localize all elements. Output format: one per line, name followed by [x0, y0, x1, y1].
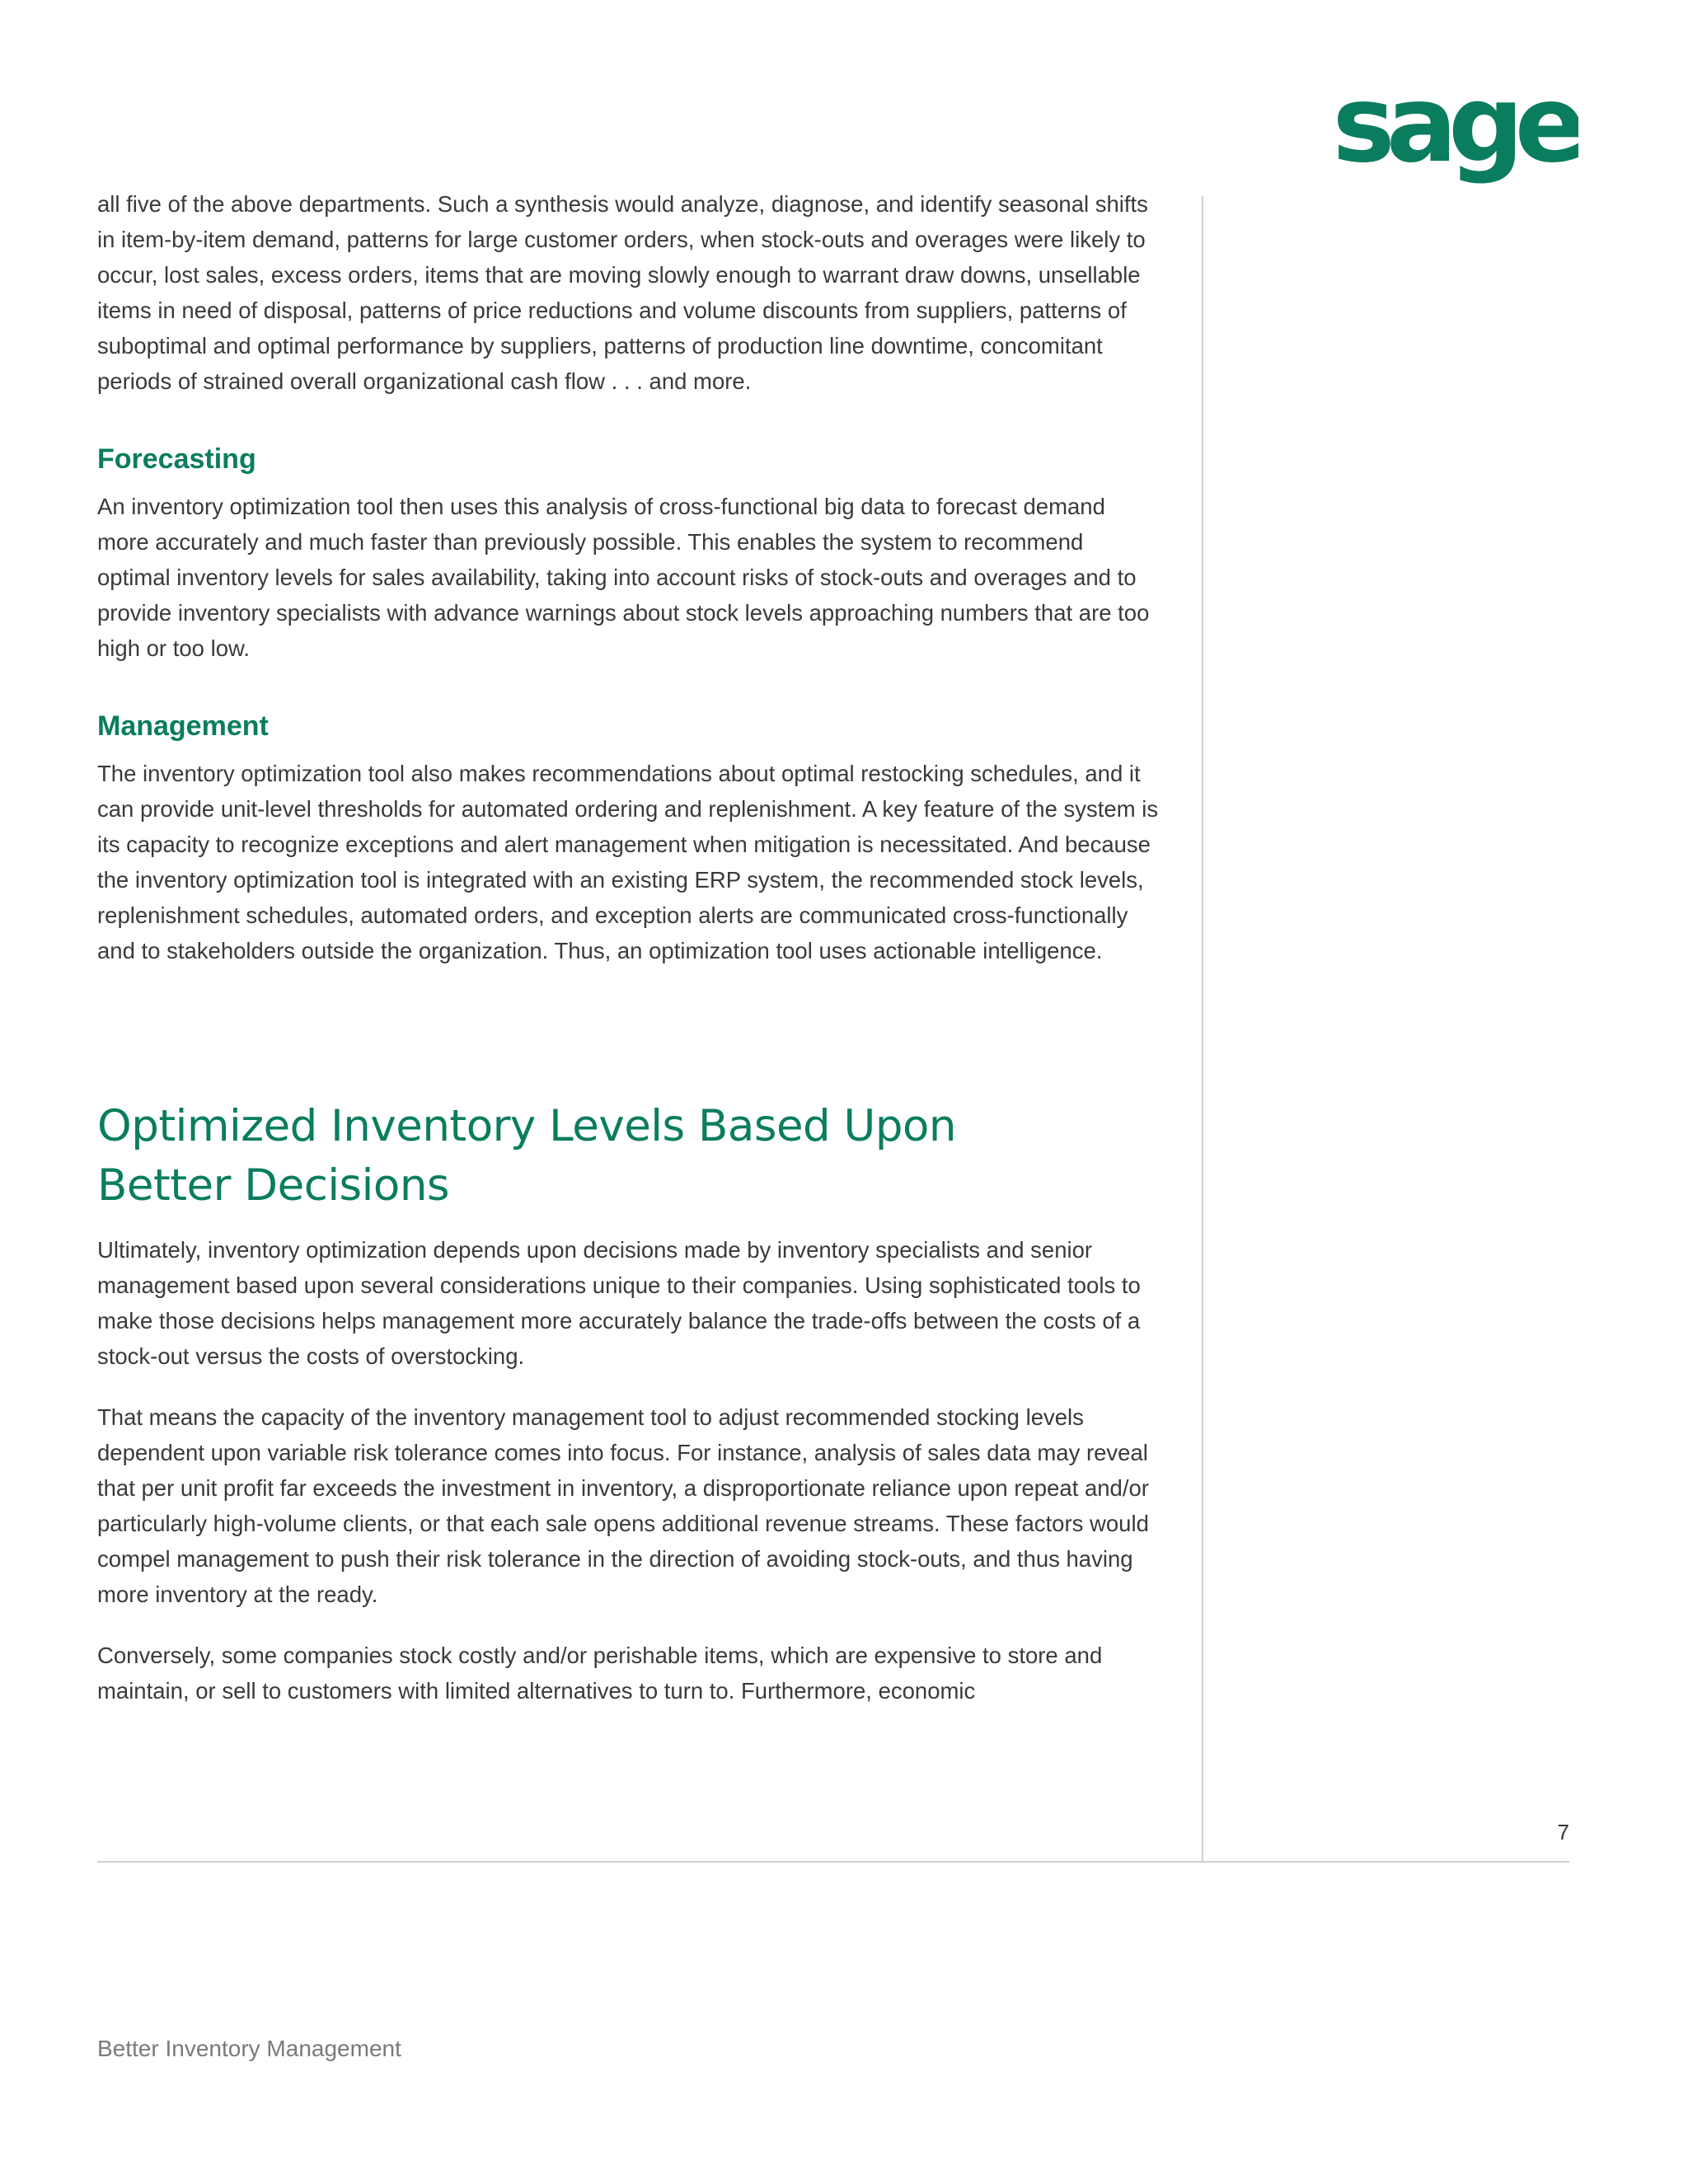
forecasting-heading: Forecasting — [97, 443, 256, 475]
article-body — [97, 186, 1160, 1708]
section-title-line2: Better Decisions — [97, 1160, 450, 1211]
vertical-divider — [1202, 196, 1203, 1863]
page-number: 7 — [1557, 1820, 1569, 1844]
sage-logo — [1331, 82, 1578, 206]
optimized-paragraph-1: Ultimately, inventory optimization depends upon decisions made by inventory specialists and senior management based upon several considerations unique to their companies. Using sophisticated tools to make those decisions helps management more accurately balance the trade-offs between the costs of a stock-out versus the costs of overstocking. — [97, 1237, 1141, 1369]
sage-logo-text: sage — [1332, 82, 1578, 186]
forecasting-paragraph: An inventory optimization tool then uses this analysis of cross-functional big data to forecast demand more accurately and much faster than previously possible. This enables the system to recommend optimal inventory levels for sales availability, taking into account risks of stock-outs and overages and to provide inventory specialists with advance warnings about stock levels approaching numbers that are too high or too low. — [97, 494, 1150, 661]
management-paragraph: The inventory optimization tool also makes recommendations about optimal restocking schedules, and it can provide unit-level thresholds for automated ordering and replenishment. A key feature of the system is its capacity to recognize exceptions and alert management when mitigation is necessitated. And because the inventory optimization tool is integrated with an existing ERP system, the recommended stock levels, replenishment schedules, automated orders, and exception alerts are communicated cross-functionally and to stakeholders outside the organization. Thus, an optimization tool uses actionable intelligence. — [97, 761, 1159, 963]
footer-divider — [97, 1861, 1569, 1863]
optimized-paragraph-3: Conversely, some companies stock costly and/or perishable items, which are expensive to store and maintain, or sell to customers with limited alternatives to turn to. Furthermore, economic — [97, 1643, 1103, 1704]
intro-paragraph: all five of the above departments. Such a synthesis would analyze, diagnose, and identify seasonal shifts in item-by-item demand, patterns for large customer orders, when stock-outs and overages were likely to occur, lost sales, excess orders, items that are moving slowly enough to warrant draw downs, unsellable items in need of disposal, patterns of price reductions and volume discounts from suppliers, patterns of suboptimal and optimal performance by suppliers, patterns of production line downtime, concomitant periods of strained overall organizational cash flow . . . and more. — [97, 191, 1148, 394]
optimized-paragraph-2: That means the capacity of the inventory management tool to adjust recommended stocking levels dependent upon variable risk tolerance comes into focus. For instance, analysis of sales data may reveal that per unit profit far exceeds the investment in inventory, a disproportionate reliance upon repeat and/or particularly high-volume clients, or that each sale opens additional revenue streams. These factors would compel management to push their risk tolerance in the direction of avoiding stock-outs, and thus having more inventory at the ready. — [97, 1404, 1149, 1607]
section-title — [97, 1097, 1160, 1216]
management-heading: Management — [97, 710, 269, 742]
section-title-line1: Optimized Inventory Levels Based Upon — [97, 1101, 956, 1151]
footer-title: Better Inventory Management — [97, 2036, 401, 2061]
